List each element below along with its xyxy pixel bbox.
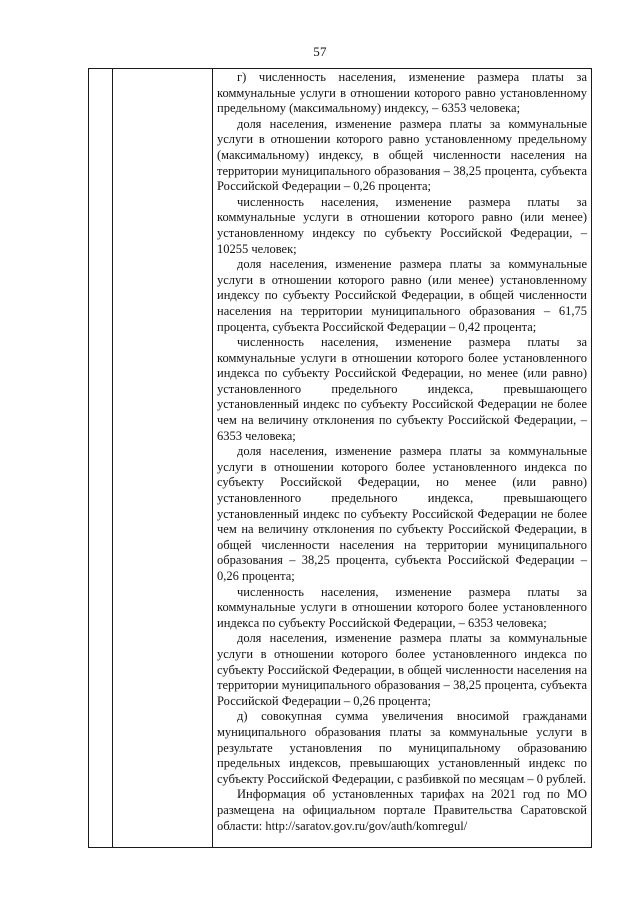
paragraph-tariff-info-link: Информация об установленных тарифах на 2021 год по МО размещена на официальном портале Правительства Саратовской области: http://saratov.gov.ru/gov/auth/komregul/ bbox=[217, 787, 587, 833]
document-table bbox=[88, 68, 592, 848]
paragraph-population-count-equal-max: г) численность населения, изменение размера платы за коммунальные услуги в отношении которого равно установленному предельному (максимальному) индексу, – 6353 человека; bbox=[217, 70, 587, 116]
page-number: 57 bbox=[313, 44, 327, 59]
paragraph-population-count-within-deviation: численность населения, изменение размера платы за коммунальные услуги в отношении которого более установленного индекса по субъекту Российской Федерации, но менее (или равно) установленного предельного индекса, превышающего установленный индекс по субъекту Российской Федерации не более чем на величину отклонения по субъекту Российской Федерации, – 6353 человека; bbox=[217, 335, 587, 443]
table-cell-content bbox=[217, 70, 587, 834]
paragraph-population-share-below-index: доля населения, изменение размера платы за коммунальные услуги в отношении которого равно (или менее) установленному индексу по субъекту Российской Федерации, в общей численности населения на территории муниципального образования – 61,75 процента, субъекта Российской Федерации – 0,42 процента; bbox=[217, 257, 587, 334]
column-divider bbox=[212, 69, 213, 847]
paragraph-population-share-within-deviation: доля населения, изменение размера платы за коммунальные услуги в отношении которого более установленного индекса по субъекту Российской Федерации, но менее (или равно) установленного предельного индекса, превышающего установленный индекс по субъекту Российской Федерации не более чем на величину отклонения по субъекту Российской Федерации, в общей численности населения на территории муниципального образования – 38,25 процента, субъекта Российской Федерации – 0,26 процента; bbox=[217, 444, 587, 583]
paragraph-population-count-below-index: численность населения, изменение размера платы за коммунальные услуги в отношении которого равно (или менее) установленному индексу по субъекту Российской Федерации, – 10255 человек; bbox=[217, 194, 587, 256]
column-divider bbox=[112, 69, 113, 847]
paragraph-total-increase-sum: д) совокупная сумма увеличения вносимой гражданами муниципального образования платы за коммунальные услуги в результате установления по муниципальному образованию предельных индексов, превышающих установленный индекс по субъекту Российской Федерации, с разбивкой по месяцам – 0 рублей. bbox=[217, 709, 587, 786]
paragraph-population-count-above-index: численность населения, изменение размера платы за коммунальные услуги в отношении которого более установленного индекса по субъекту Российской Федерации, – 6353 человека; bbox=[217, 584, 587, 630]
paragraph-population-share-equal-max: доля населения, изменение размера платы за коммунальные услуги в отношении которого равно установленному предельному (максимальному) индексу, в общей численности населения на территории муниципального образования – 38,25 процента, субъекта Российской Федерации – 0,26 процента; bbox=[217, 116, 587, 194]
paragraph-population-share-above-index: доля населения, изменение размера платы за коммунальные услуги в отношении которого более установленного индекса по субъекту Российской Федерации, в общей численности населения на территории муниципального образования – 38,25 процента, субъекта Российской Федерации – 0,26 процента; bbox=[217, 631, 587, 708]
